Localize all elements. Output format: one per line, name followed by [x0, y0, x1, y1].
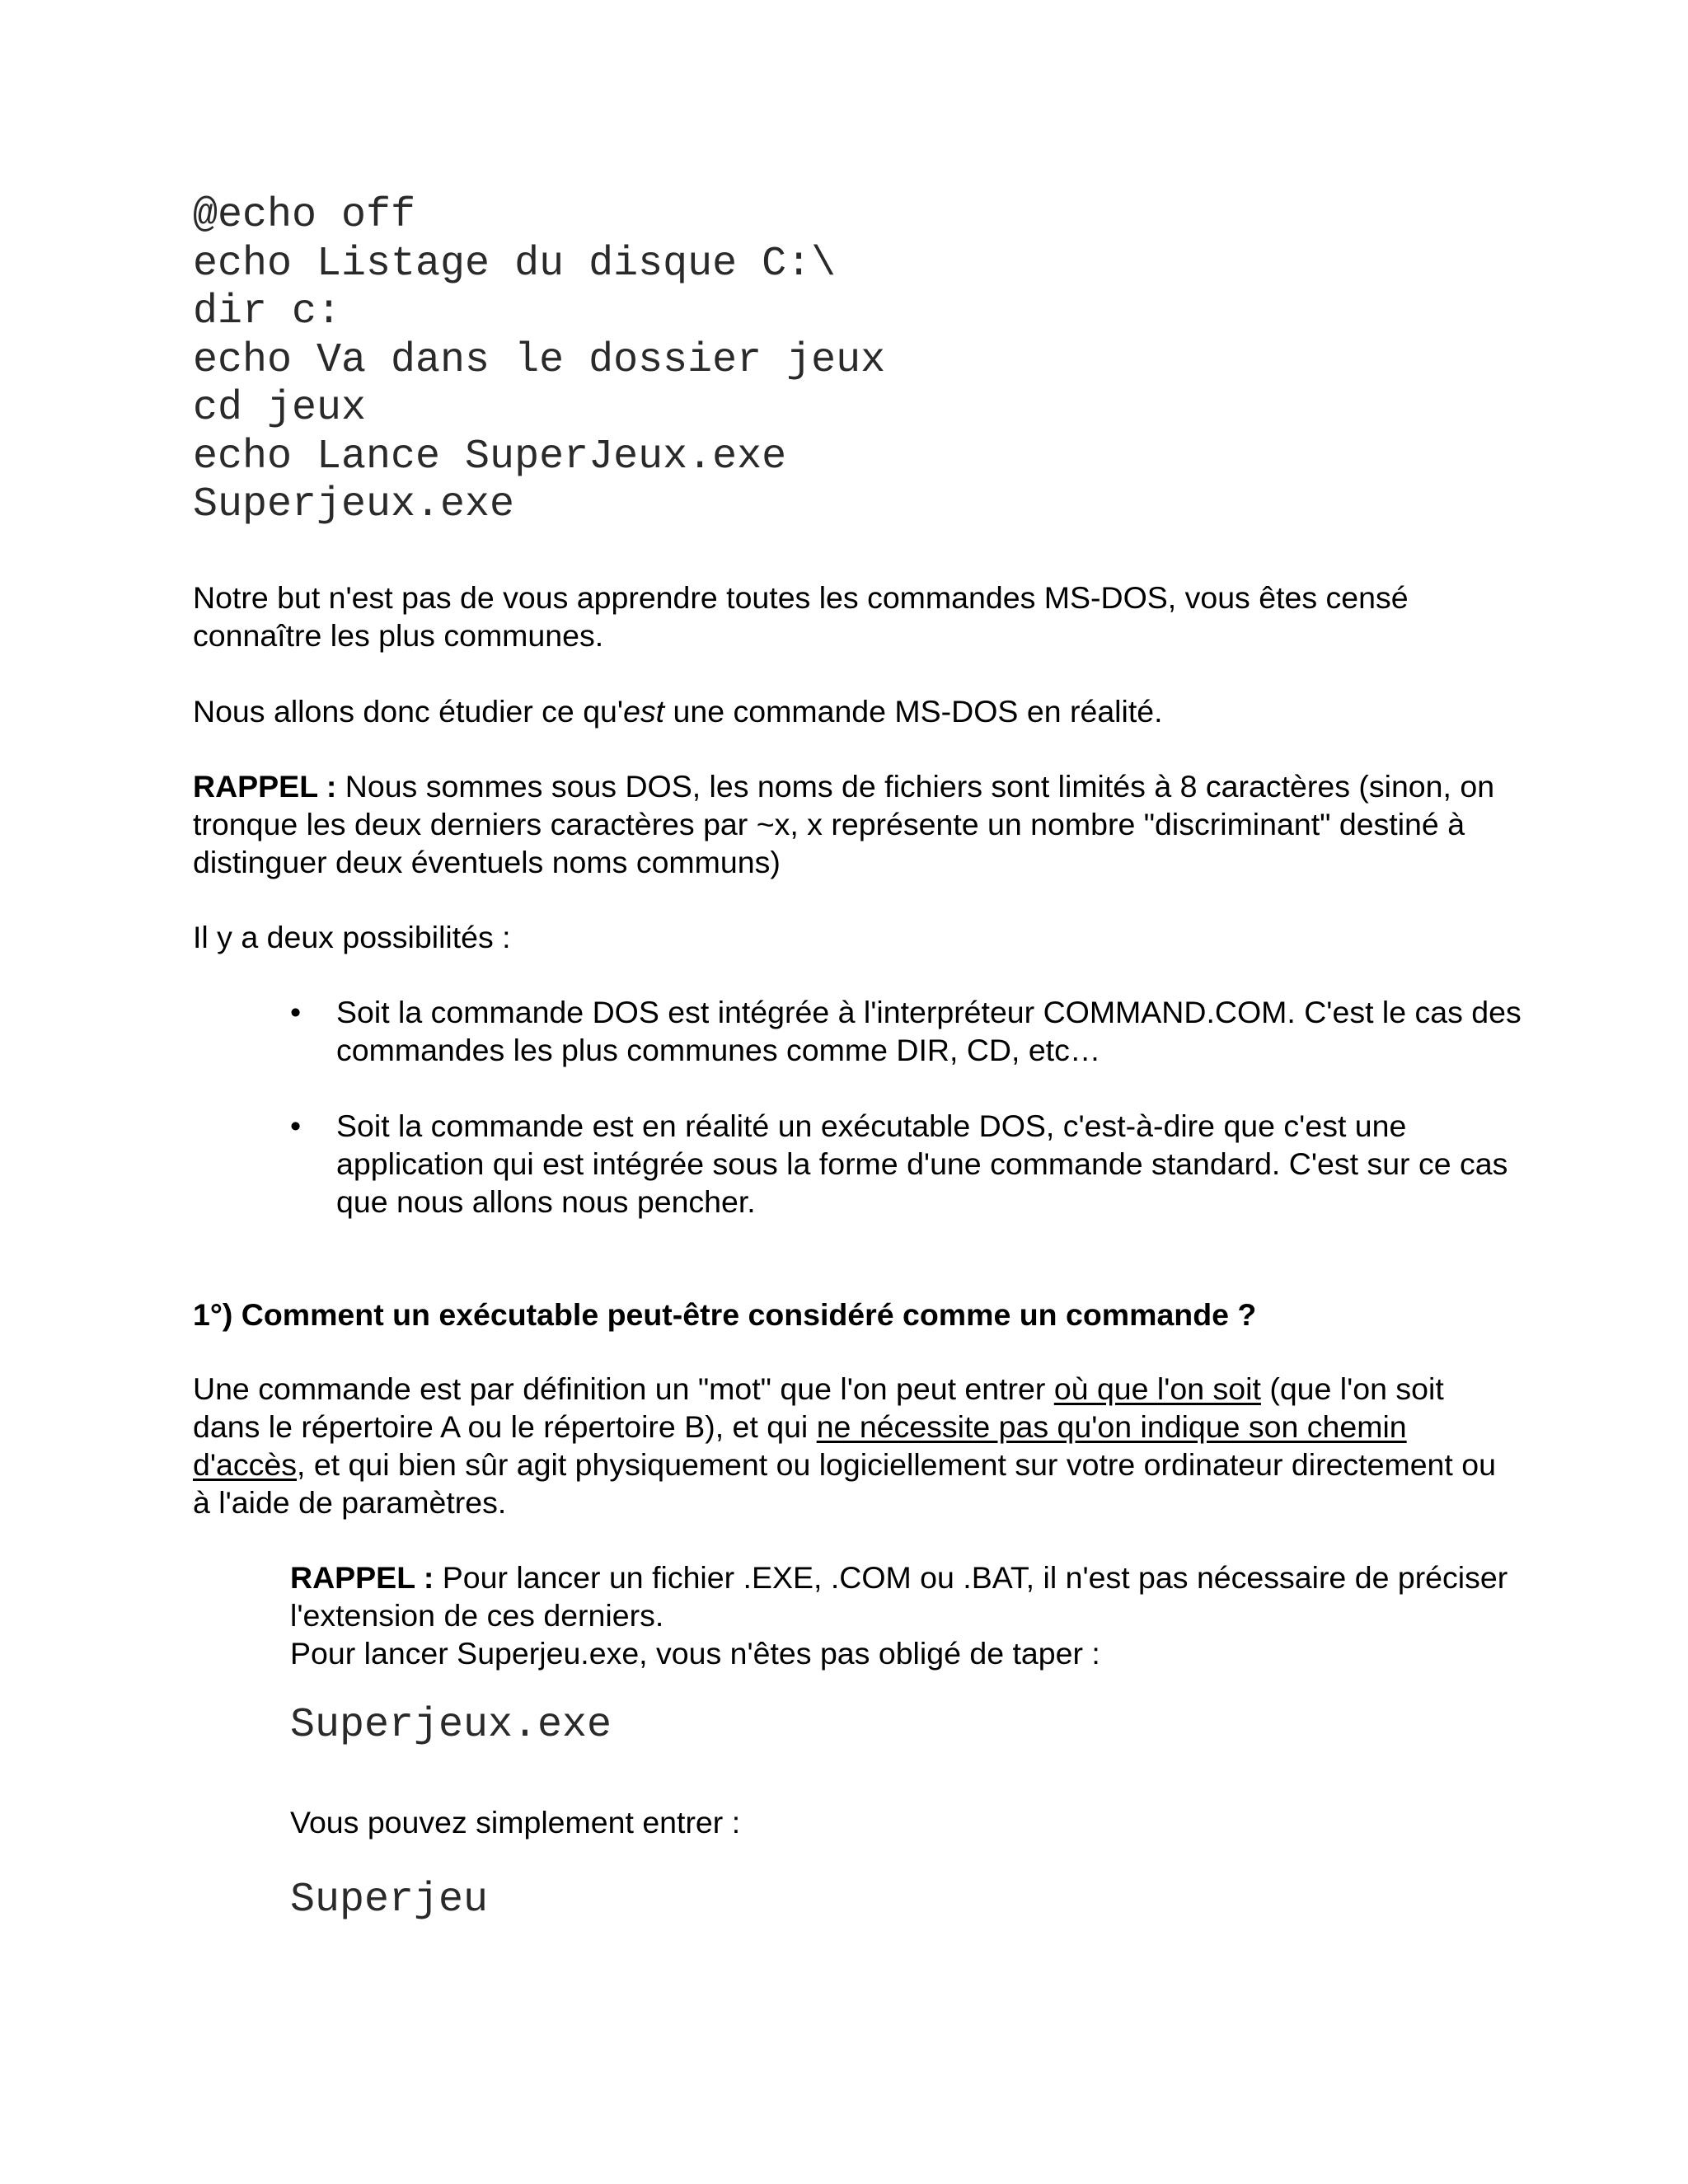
simply-paragraph: Vous pouvez simplement entrer :	[290, 1805, 741, 1840]
definition-text: Une commande est par définition un "mot" que l'on peut entrer	[193, 1371, 1054, 1406]
rappel-note	[290, 1558, 1526, 1672]
bullet-icon: •	[290, 1108, 302, 1143]
study-text-italic: est	[623, 694, 665, 729]
study-text-before: Nous allons donc étudier ce qu'	[193, 694, 624, 729]
section-heading: 1°) Comment un exécutable peut-être considéré comme un commande ?	[193, 1297, 1257, 1332]
code-example-full: Superjeux.exe	[290, 1702, 612, 1749]
study-paragraph	[193, 692, 1512, 730]
definition-underline: où que l'on soit	[1053, 1371, 1261, 1406]
code-line: echo Listage du disque C:\	[193, 240, 837, 288]
rappel-note-line	[290, 1558, 1526, 1634]
code-line: dir c:	[193, 288, 342, 335]
batch-code-block	[193, 192, 885, 530]
possibilities-paragraph: Il y a deux possibilités :	[193, 920, 511, 954]
code-line: cd jeux	[193, 385, 367, 432]
list-item	[290, 993, 1523, 1069]
possibilities-list	[290, 993, 1523, 1221]
definition-text: (que l'on soit dans le répertoire A ou le répertoire B), et qui	[193, 1371, 1444, 1444]
intro-paragraph: Notre but n'est pas de vous apprendre toutes les commandes MS-DOS, vous êtes censé connaître les plus communes.	[193, 580, 1409, 653]
study-text-after: une commande MS-DOS en réalité.	[664, 694, 1163, 729]
definition-text: , et qui bien sûr agit physiquement ou logiciellement sur votre ordinateur directement ou à l'aide de paramètres.	[193, 1447, 1496, 1520]
rappel-text: Nous sommes sous DOS, les noms de fichiers sont limités à 8 caractères (sinon, on tronque les deux derniers caractères par ~x, x représente un nombre "discriminant" destiné à distinguer deux éventuels noms communs)	[193, 769, 1495, 879]
code-line: Superjeux.exe	[193, 481, 515, 528]
list-item-text: Soit la commande DOS est intégrée à l'interpréteur COMMAND.COM. C'est le cas des commandes les plus communes comme DIR, CD, etc…	[336, 995, 1522, 1067]
definition-underline: ne nécessite pas qu'on indique son chemin d'accès	[193, 1409, 1407, 1482]
rappel-note-line: Pour lancer Superjeu.exe, vous n'êtes pas obligé de taper :	[290, 1636, 1100, 1671]
definition-paragraph	[193, 1370, 1512, 1521]
rappel-paragraph	[193, 767, 1512, 881]
code-example-short: Superjeu	[290, 1877, 489, 1924]
list-item	[290, 1107, 1523, 1221]
bullet-icon: •	[290, 995, 302, 1029]
rappel-text: Pour lancer un fichier .EXE, .COM ou .BAT, il n'est pas nécessaire de préciser l'extension de ces derniers.	[290, 1560, 1508, 1633]
code-line: echo Va dans le dossier jeux	[193, 336, 886, 384]
code-line: echo Lance SuperJeux.exe	[193, 433, 787, 480]
rappel-label: RAPPEL :	[193, 769, 337, 804]
list-item-text: Soit la commande est en réalité un exécutable DOS, c'est-à-dire que c'est une application qui est intégrée sous la forme d'une commande standard. C'est sur ce cas que nous allons nous pencher.	[336, 1108, 1508, 1219]
rappel-label: RAPPEL :	[290, 1560, 434, 1595]
code-line: @echo off	[193, 192, 416, 239]
